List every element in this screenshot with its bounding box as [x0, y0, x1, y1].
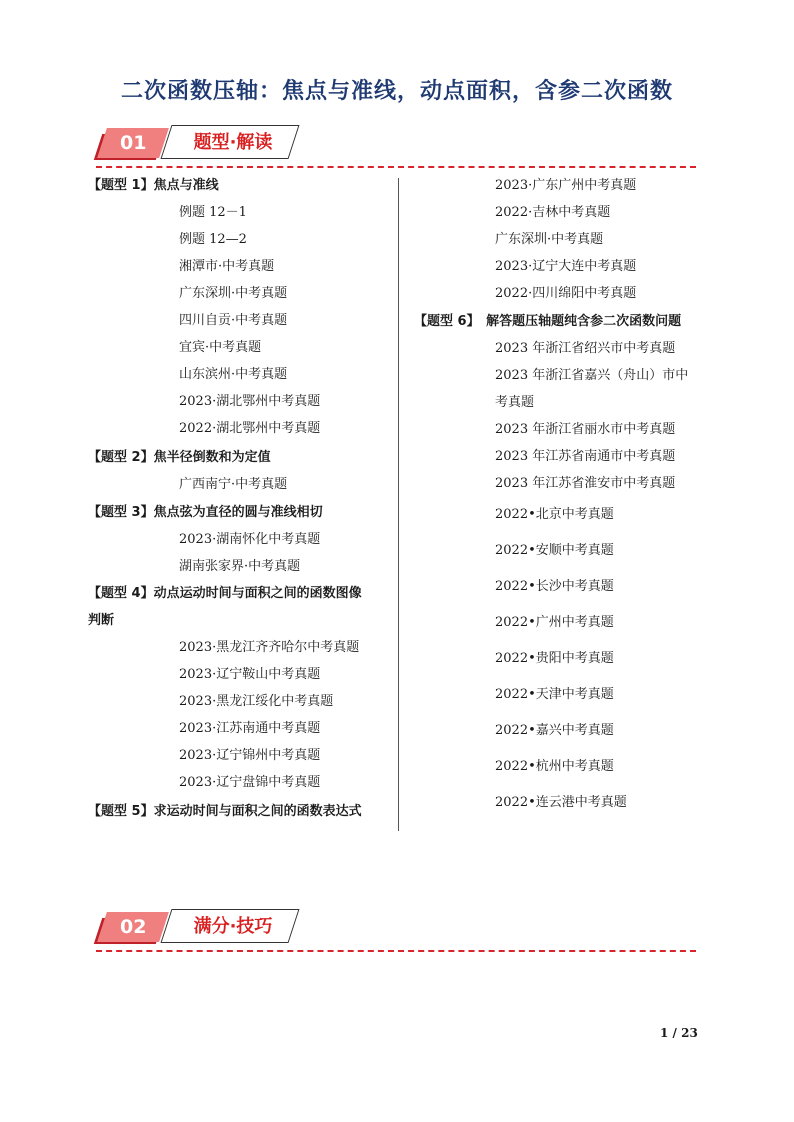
- toc-entry: 2023·湖南怀化中考真题: [179, 532, 321, 547]
- toc-entry: 2023·黑龙江绥化中考真题: [179, 694, 334, 709]
- section-divider-line: [96, 166, 696, 168]
- toc-entry: 2022•长沙中考真题: [495, 579, 614, 594]
- section-number-badge: [97, 912, 169, 942]
- toc-entry: 2023 年浙江省绍兴市中考真题: [495, 341, 676, 356]
- section-header-2: [96, 912, 696, 972]
- toc-category-heading: 【题型 6】 解答题压轴题纯含参二次函数问题: [414, 314, 682, 329]
- column-divider: [398, 178, 399, 831]
- toc-entry: 2023 年江苏省淮安市中考真题: [495, 476, 676, 491]
- toc-entry: 2022·吉林中考真题: [495, 205, 611, 220]
- toc-entry: 2023 年江苏省南通市中考真题: [495, 449, 676, 464]
- toc-entry: 广西南宁·中考真题: [179, 477, 288, 492]
- toc-entry: 2023·辽宁锦州中考真题: [179, 748, 321, 763]
- toc-category-heading: 判断: [88, 613, 115, 628]
- toc-entry: 2022•广州中考真题: [495, 615, 614, 630]
- toc-entry: 湘潭市·中考真题: [179, 259, 275, 274]
- toc-category-heading: 【题型 5】求运动时间与面积之间的函数表达式: [88, 804, 362, 819]
- section-divider-line: [96, 950, 696, 952]
- toc-category-heading: 【题型 3】焦点弦为直径的圆与准线相切: [88, 505, 323, 520]
- toc-entry: 2023·辽宁鞍山中考真题: [179, 667, 321, 682]
- toc-entry: 2023·湖北鄂州中考真题: [179, 394, 321, 409]
- toc-entry: 宜宾·中考真题: [179, 340, 262, 355]
- toc-entry: 2022•天津中考真题: [495, 687, 614, 702]
- toc-entry: 2022·湖北鄂州中考真题: [179, 421, 321, 436]
- toc-entry: 2023·辽宁盘锦中考真题: [179, 775, 321, 790]
- section-number-text: 01: [119, 132, 147, 154]
- toc-entry: 例题 12－1: [179, 205, 247, 220]
- toc-entry: 2023·江苏南通中考真题: [179, 721, 321, 736]
- toc-entry: 2022•嘉兴中考真题: [495, 723, 614, 738]
- toc-entry: 四川自贡·中考真题: [179, 313, 288, 328]
- toc-entry: 2022·四川绵阳中考真题: [495, 286, 637, 301]
- toc-entry: 广东深圳·中考真题: [179, 286, 288, 301]
- toc-entry: 2022•杭州中考真题: [495, 759, 614, 774]
- toc-entry: 广东深圳·中考真题: [495, 232, 604, 247]
- toc-entry: 例题 12—2: [179, 232, 247, 247]
- toc-entry: 2022•安顺中考真题: [495, 543, 614, 558]
- toc-entry: 2022•连云港中考真题: [495, 795, 627, 810]
- toc-category-heading: 【题型 1】焦点与准线: [88, 178, 219, 193]
- toc-entry: 山东滨州·中考真题: [179, 367, 288, 382]
- section-number-text: 02: [119, 916, 147, 938]
- toc-entry: 2023 年浙江省丽水市中考真题: [495, 422, 676, 437]
- toc-entry: 2023·辽宁大连中考真题: [495, 259, 637, 274]
- section-number-badge: [97, 128, 169, 158]
- toc-entry: 2023·黑龙江齐齐哈尔中考真题: [179, 640, 360, 655]
- page-number: 1 / 23: [660, 1026, 698, 1040]
- toc-entry: 2023·广东广州中考真题: [495, 178, 637, 193]
- toc-category-heading: 【题型 2】焦半径倒数和为定值: [88, 450, 271, 465]
- section-label: 满分·技巧: [193, 916, 273, 937]
- toc-entry: 2022•贵阳中考真题: [495, 651, 614, 666]
- document-title: 二次函数压轴：焦点与准线，动点面积，含参二次函数: [120, 79, 673, 104]
- section-label: 题型·解读: [193, 132, 273, 153]
- toc-category-heading: 【题型 4】动点运动时间与面积之间的函数图像: [88, 586, 362, 601]
- toc-entry: 考真题: [495, 395, 535, 410]
- toc-entry: 2023 年浙江省嘉兴（舟山）市中: [495, 368, 689, 383]
- toc-entry: 湖南张家界·中考真题: [179, 559, 301, 574]
- toc-entry: 2022•北京中考真题: [495, 507, 614, 522]
